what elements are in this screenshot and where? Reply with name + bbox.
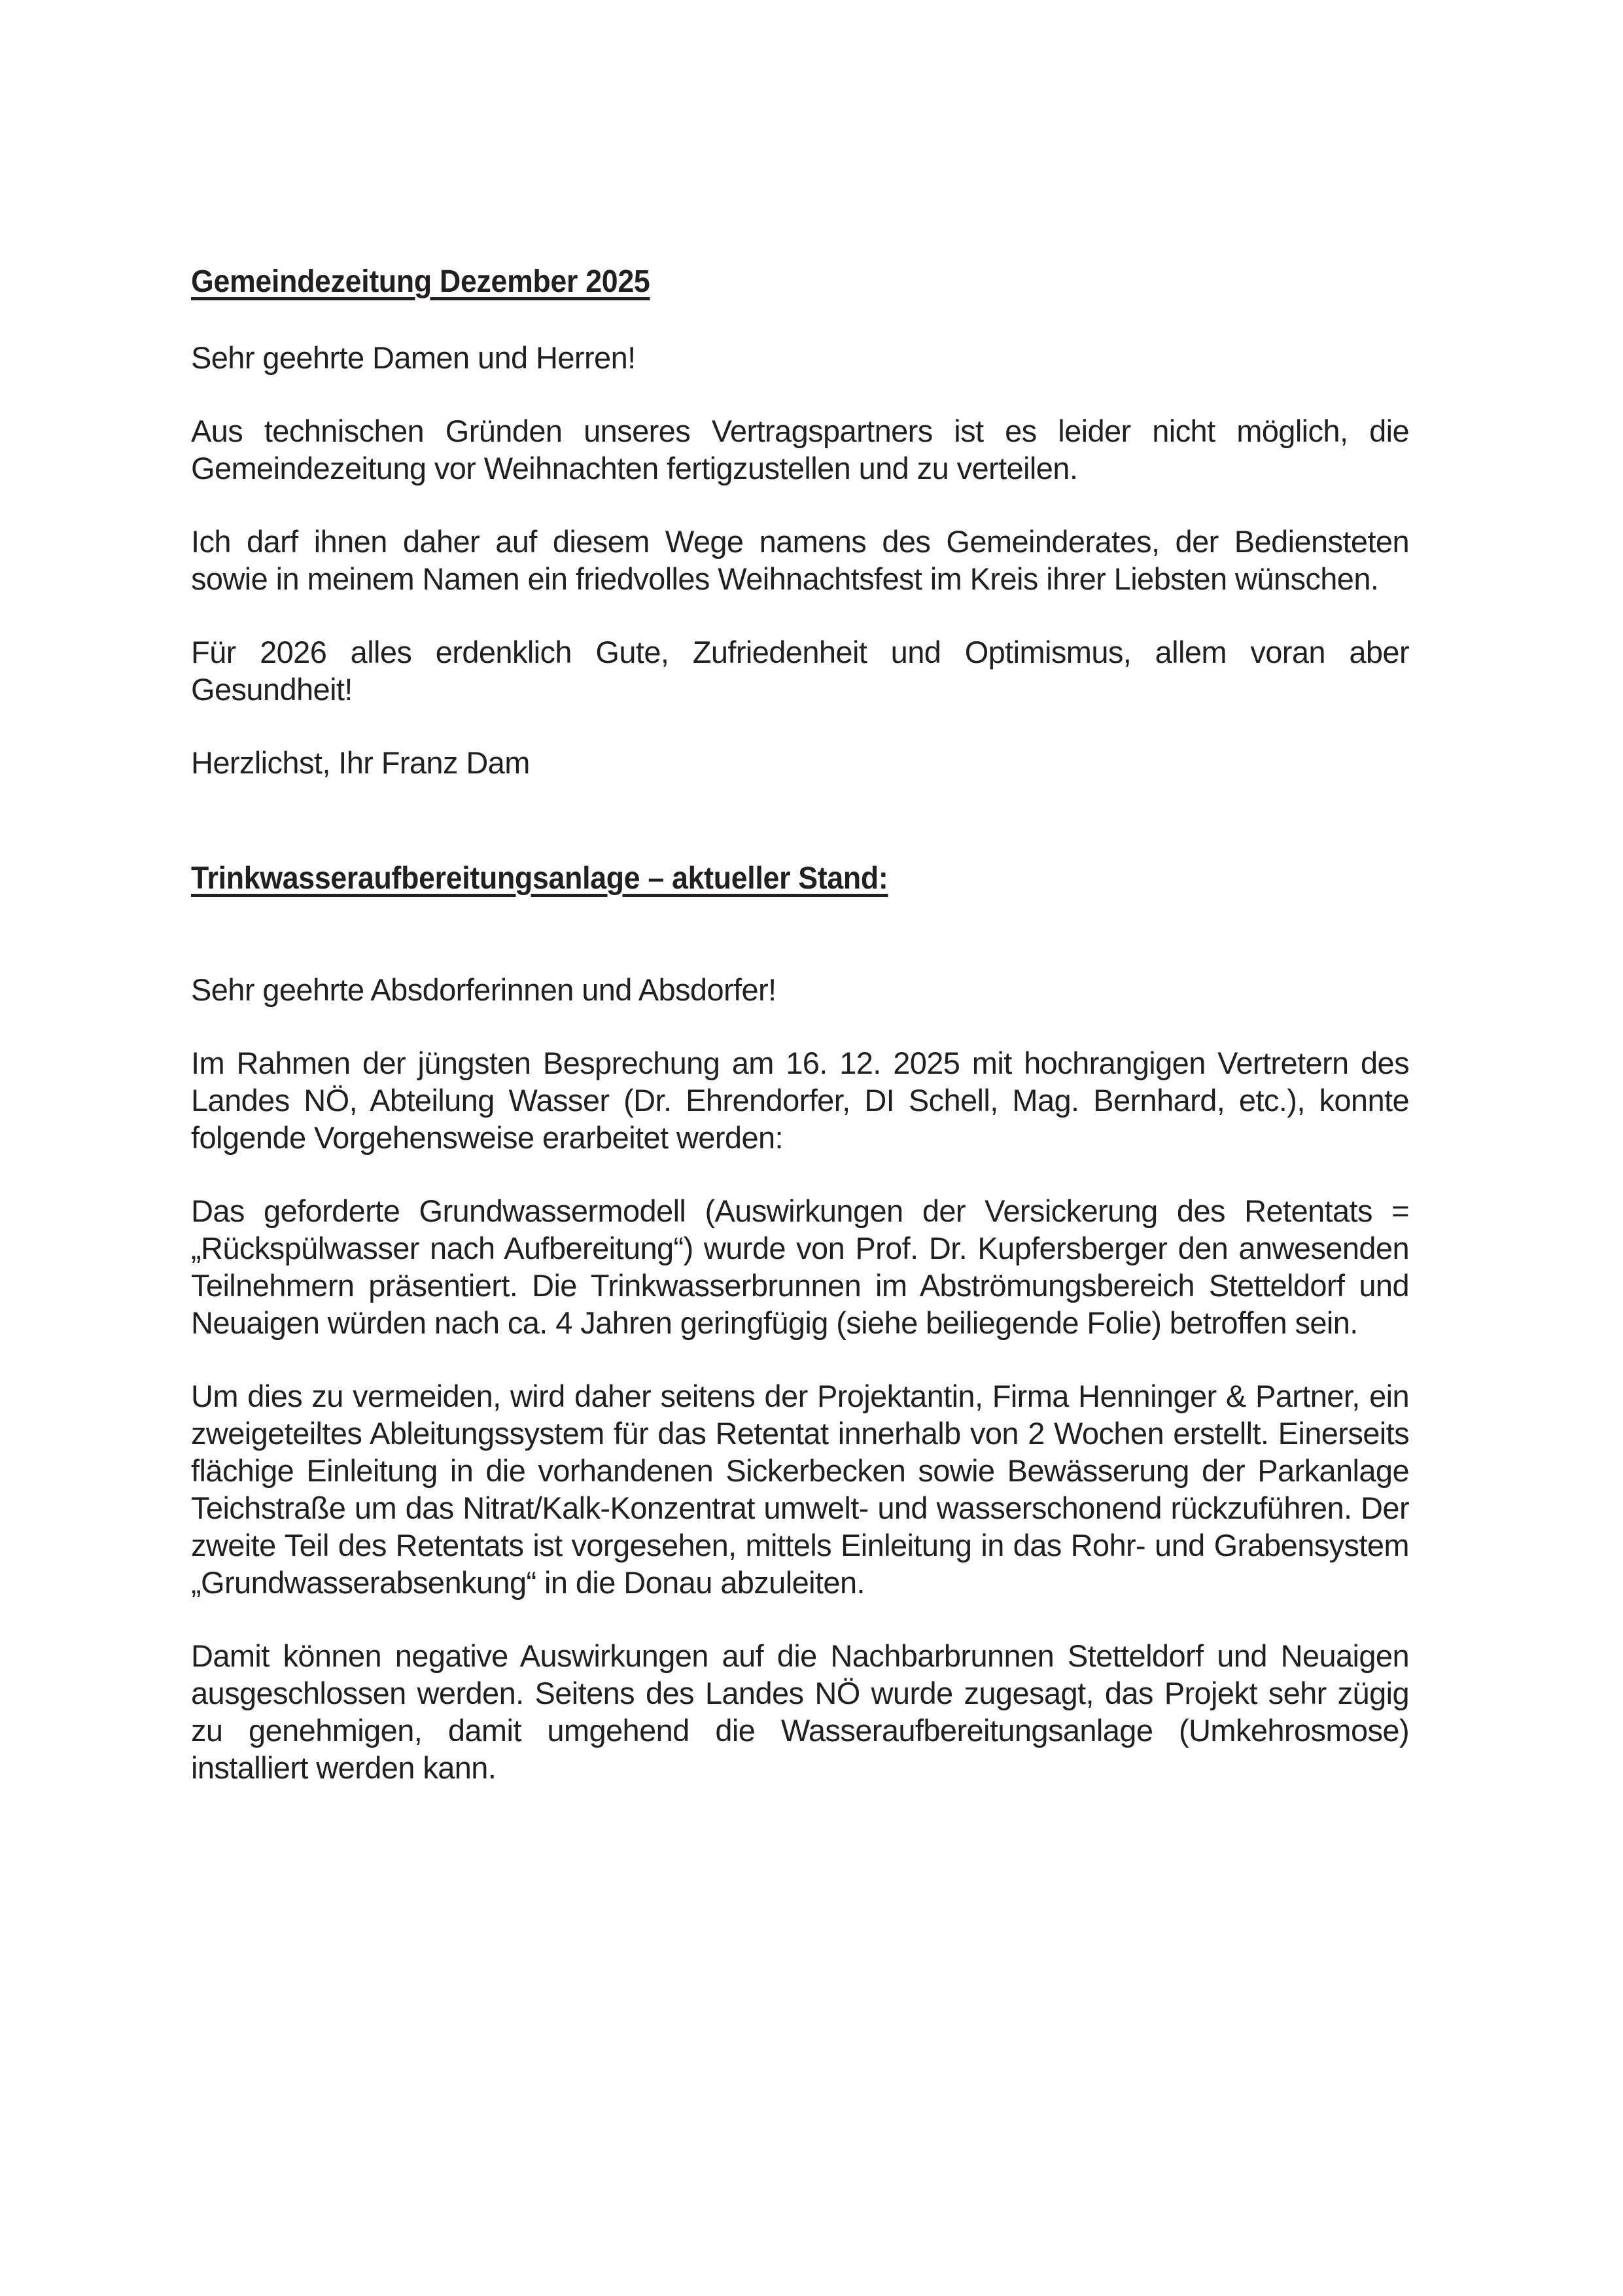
salutation: Sehr geehrte Absdorferinnen und Absdorfer! — [191, 972, 777, 1007]
paragraph: Für 2026 alles erdenklich Gute, Zufriedenheit und Optimismus, allem voran aber Gesundheit! — [191, 635, 1409, 707]
section-newsletter-notice — [191, 263, 1409, 781]
salutation: Sehr geehrte Damen und Herren! — [191, 340, 636, 375]
paragraph: Damit können negative Auswirkungen auf die Nachbarbrunnen Stetteldorf und Neuaigen ausgeschlossen werden. Seitens des Landes NÖ wurde zugesagt, das Projekt sehr zügig zu genehmigen, damit umgehend die Wasseraufbereitungsanlage (Umkehrosmose) installiert werden kann. — [191, 1638, 1409, 1785]
heading-water-treatment: Trinkwasseraufbereitungsanlage – aktueller Stand: — [191, 861, 888, 896]
paragraph: Im Rahmen der jüngsten Besprechung am 16. 12. 2025 mit hochrangigen Vertretern des Landes NÖ, Abteilung Wasser (Dr. Ehrendorfer, DI Schell, Mag. Bernhard, etc.), konnte folgende Vorgehensweise erarbeitet werden: — [191, 1046, 1409, 1155]
section-water-treatment — [191, 860, 1409, 1786]
paragraph: Um dies zu vermeiden, wird daher seitens der Projektantin, Firma Henninger & Partner, ein zweigeteiltes Ableitungssystem für das Retentat innerhalb von 2 Wochen erstellt. Einerseits flächige Einleitung in die vorhandenen Sickerbecken sowie Bewässerung der Parkanlage Teichstraße um das Nitrat/Kalk-Konzentrat umwelt- und wasserschonend rückzuführen. Der zweite Teil des Retentats ist vorgesehen, mittels Einleitung in das Rohr- und Grabensystem „Grundwasserabsenkung“ in die Donau abzuleiten. — [191, 1379, 1409, 1600]
paragraph: Aus technischen Gründen unseres Vertragspartners ist es leider nicht möglich, die Gemeindezeitung vor Weihnachten fertigzustellen und zu verteilen. — [191, 414, 1409, 486]
heading-newsletter: Gemeindezeitung Dezember 2025 — [191, 264, 650, 299]
paragraph: Ich darf ihnen daher auf diesem Wege namens des Gemeinderates, der Bediensteten sowie in meinem Namen ein friedvolles Weihnachtsfest im Kreis ihrer Liebsten wünschen. — [191, 524, 1409, 596]
paragraph: Das geforderte Grundwassermodell (Auswirkungen der Versickerung des Retentats = „Rückspülwasser nach Aufbereitung“) wurde von Prof. Dr. Kupfersberger den anwesenden Teilnehmern präsentiert. Die Trinkwasserbrunnen im Abströmungsbereich Stetteldorf und Neuaigen würden nach ca. 4 Jahren geringfügig (siehe beiliegende Folie) betroffen sein. — [191, 1193, 1409, 1340]
document-page — [191, 263, 1409, 1786]
signature: Herzlichst, Ihr Franz Dam — [191, 745, 530, 780]
